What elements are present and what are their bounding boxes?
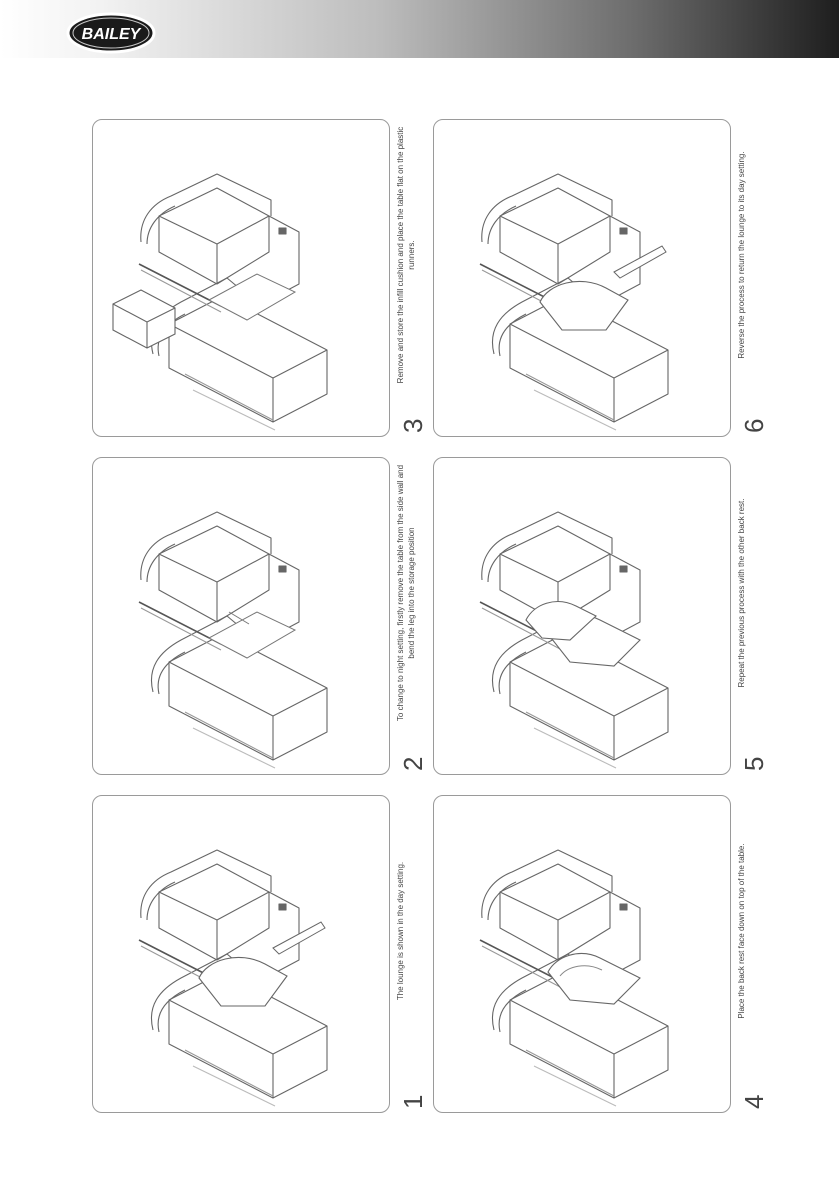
page-header	[0, 0, 839, 58]
lounge-illustration	[434, 120, 730, 436]
step-text: Reverse the process to return the lounge to its day setting.	[737, 151, 746, 359]
step-number: 3	[398, 418, 428, 433]
step-2-illustration	[92, 457, 390, 775]
step-5-caption	[735, 457, 781, 773]
step-4-illustration	[433, 795, 731, 1113]
step-4-caption	[735, 795, 781, 1111]
step-text: The lounge is shown in the day setting.	[396, 861, 405, 1001]
lounge-illustration	[93, 458, 389, 774]
lounge-illustration	[93, 796, 389, 1112]
step-5-illustration	[433, 457, 731, 775]
step-1-illustration	[92, 795, 390, 1113]
lounge-illustration	[434, 458, 730, 774]
step-number: 5	[739, 756, 769, 771]
svg-text:BAILEY: BAILEY	[81, 26, 141, 43]
step-6-illustration	[433, 119, 731, 437]
step-text: Repeat the previous process with the other back rest.	[737, 498, 746, 688]
step-3-caption	[394, 119, 440, 435]
step-number: 6	[739, 418, 769, 433]
step-number: 2	[398, 756, 428, 771]
bailey-logo	[66, 12, 156, 54]
step-text: Remove and store the infill cushion and place the table flat on the plastic runners.	[396, 126, 416, 384]
lounge-illustration	[93, 120, 389, 436]
step-3-illustration	[92, 119, 390, 437]
step-2-caption	[394, 457, 440, 773]
step-1-caption	[394, 795, 440, 1111]
step-number: 1	[398, 1094, 428, 1109]
step-text: To change to night setting, firstly remove the table from the side wall and bend the leg into the storage position	[396, 464, 416, 722]
step-number: 4	[739, 1094, 769, 1109]
lounge-illustration	[434, 796, 730, 1112]
step-6-caption	[735, 119, 781, 435]
step-text: Place the back rest face down on top of the table.	[737, 843, 746, 1019]
